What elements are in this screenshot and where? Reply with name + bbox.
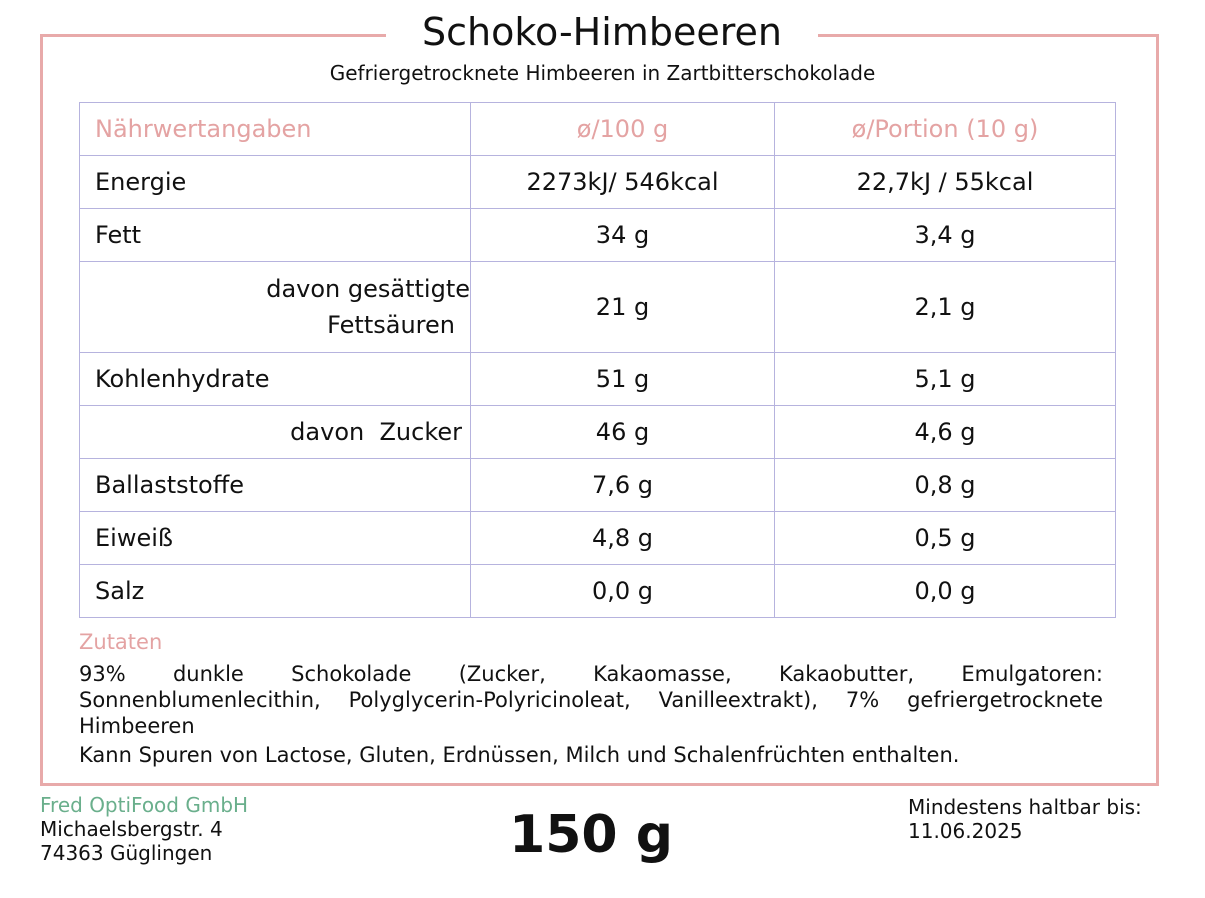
table-row	[80, 459, 1116, 512]
allergen-notice: Kann Spuren von Lactose, Gluten, Erdnüssen, Milch und Schalenfrüchten enthalten.	[79, 743, 960, 767]
row-value-100g: 4,8 g	[471, 512, 775, 565]
row-value-portion: 22,7kJ / 55kcal	[775, 156, 1116, 209]
header-nutrition: Nährwertangaben	[80, 103, 471, 156]
best-before-date: 11.06.2025	[908, 819, 1023, 843]
row-value-100g: 51 g	[471, 353, 775, 406]
row-value-100g: 2273kJ/ 546kcal	[471, 156, 775, 209]
company-name: Fred OptiFood GmbH	[40, 793, 249, 817]
row-label	[80, 262, 471, 353]
table-row	[80, 565, 1116, 618]
row-value-portion: 0,0 g	[775, 565, 1116, 618]
table-row	[80, 156, 1116, 209]
row-label: Eiweiß	[80, 512, 471, 565]
row-value-portion: 2,1 g	[775, 262, 1116, 353]
product-subtitle: Gefriergetrocknete Himbeeren in Zartbitterschokolade	[329, 61, 876, 85]
table-row	[80, 512, 1116, 565]
row-label: Fett	[80, 209, 471, 262]
header-per-100g: ø/100 g	[471, 103, 775, 156]
ingredients-text: 93% dunkle Schokolade (Zucker, Kakaomasse, Kakaobutter, Emulgatoren: Sonnenblumenlecithin, Polyglycerin-Polyricinoleat, Vanilleextrakt), 7% gefriergetrocknete Himbeeren	[79, 662, 1103, 738]
row-value-portion: 0,5 g	[775, 512, 1116, 565]
nutrition-table	[79, 102, 1116, 618]
ingredients-heading: Zutaten	[79, 630, 163, 654]
row-label: Kohlenhydrate	[80, 353, 471, 406]
table-row	[80, 353, 1116, 406]
table-row	[80, 406, 1116, 459]
table-row	[80, 209, 1116, 262]
row-label: Salz	[80, 565, 471, 618]
row-value-100g: 46 g	[471, 406, 775, 459]
row-value-100g: 34 g	[471, 209, 775, 262]
row-value-portion: 0,8 g	[775, 459, 1116, 512]
row-value-100g: 0,0 g	[471, 565, 775, 618]
header-per-portion: ø/Portion (10 g)	[775, 103, 1116, 156]
table-header-row	[80, 103, 1116, 156]
row-label: Energie	[80, 156, 471, 209]
product-title: Schoko-Himbeeren	[386, 2, 818, 62]
row-label-line1: davon gesättigte	[266, 275, 470, 303]
row-label: davon Zucker	[80, 406, 471, 459]
row-label-line2: Fettsäuren	[327, 311, 455, 339]
best-before	[908, 795, 1142, 843]
company-street: Michaelsbergstr. 4	[40, 817, 223, 841]
company-city: 74363 Güglingen	[40, 841, 213, 865]
net-weight: 150 g	[509, 805, 673, 865]
row-label: Ballaststoffe	[80, 459, 471, 512]
table-row	[80, 262, 1116, 353]
row-value-portion: 4,6 g	[775, 406, 1116, 459]
best-before-label: Mindestens haltbar bis:	[908, 795, 1142, 819]
row-value-100g: 7,6 g	[471, 459, 775, 512]
row-value-portion: 5,1 g	[775, 353, 1116, 406]
row-value-portion: 3,4 g	[775, 209, 1116, 262]
row-value-100g: 21 g	[471, 262, 775, 353]
